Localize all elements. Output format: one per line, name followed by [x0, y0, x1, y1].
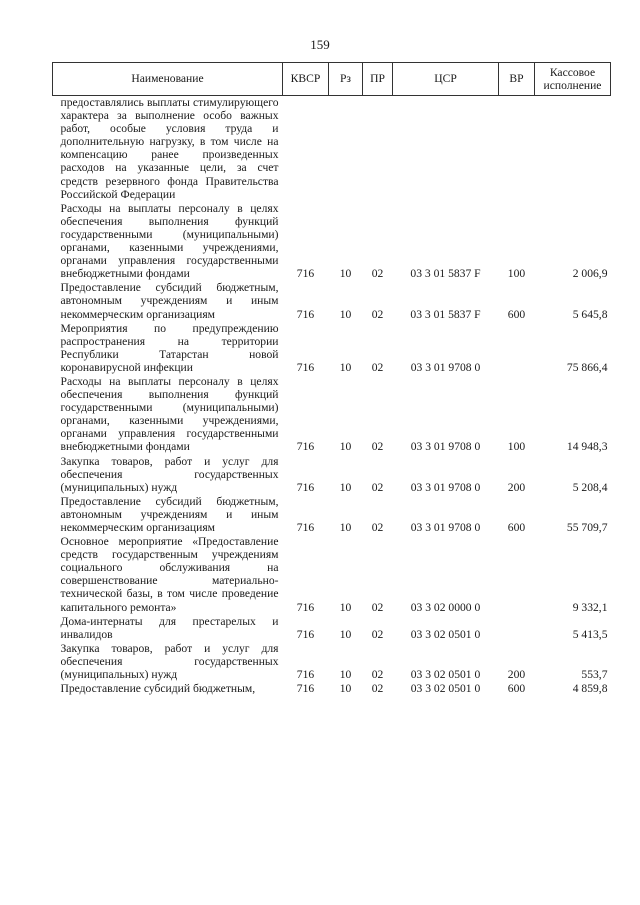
- cell-amount: 5 645,8: [572, 307, 608, 321]
- cell-rz: 10: [339, 267, 352, 281]
- cell-csr: 03 3 01 9708 0: [410, 360, 481, 374]
- cell-amount: 55 709,7: [566, 521, 608, 534]
- cell-vr: 600: [507, 682, 526, 696]
- cell-vr: 200: [507, 480, 526, 494]
- cell-vr: [499, 615, 535, 642]
- header-pr: ПР: [363, 63, 393, 96]
- table-row: [53, 535, 611, 615]
- cell-kvsr: 716: [296, 600, 315, 614]
- cell-rz: 10: [339, 627, 352, 641]
- cell-amount: 4 859,8: [572, 682, 608, 696]
- cell-rz: 10: [339, 521, 352, 534]
- header-name: Наименование: [53, 63, 283, 96]
- cell-name: Закупка товаров, работ и услуг для обеспечения государственных (муниципальных) нужд: [60, 454, 279, 494]
- cell-pr: 02: [371, 682, 384, 696]
- cell-pr: 02: [371, 668, 384, 682]
- cell-name: Основное мероприятие «Предоставление средств государственным учреждениям социального обслуживания на совершенствование материально-технической базы, в том числе проведение капитального ремонта»: [60, 535, 279, 614]
- table-header: [53, 63, 611, 96]
- cell-rz: [329, 96, 363, 202]
- cell-pr: 02: [371, 440, 384, 454]
- cell-rz: 10: [339, 440, 352, 454]
- cell-csr: 03 3 01 9708 0: [410, 440, 481, 454]
- cell-kvsr: 716: [296, 267, 315, 281]
- cell-amount: 553,7: [581, 668, 608, 682]
- cell-pr: 02: [371, 521, 384, 534]
- cell-vr: 100: [507, 440, 526, 454]
- cell-vr: [499, 322, 535, 375]
- cell-csr: 03 3 02 0501 0: [410, 627, 481, 641]
- cell-kvsr: 716: [296, 480, 315, 494]
- cell-amount: 9 332,1: [572, 600, 608, 614]
- table-body: [53, 96, 611, 697]
- table-row: [53, 682, 611, 696]
- cell-csr: 03 3 02 0000 0: [410, 600, 481, 614]
- cell-csr: 03 3 01 9708 0: [410, 480, 481, 494]
- cell-amount: 5 413,5: [572, 627, 608, 641]
- cell-name: Предоставление субсидий бюджетным, автономным учреждениям и иным некоммерческим организациям: [60, 494, 279, 534]
- cell-amount: 2 006,9: [572, 267, 608, 281]
- cell-csr: 03 3 02 0501 0: [410, 682, 481, 696]
- cell-vr: 100: [507, 267, 526, 281]
- cell-csr: 03 3 01 5837 F: [410, 307, 481, 321]
- cell-rz: 10: [339, 307, 352, 321]
- cell-pr: 02: [371, 267, 384, 281]
- cell-amount: 75 866,4: [566, 360, 608, 374]
- cell-vr: 600: [507, 521, 526, 534]
- header-csr: ЦСР: [393, 63, 499, 96]
- cell-rz: 10: [339, 600, 352, 614]
- cell-kvsr: 716: [296, 682, 315, 696]
- header-amount: Кассовое исполнение: [535, 63, 611, 96]
- cell-vr: 600: [507, 307, 526, 321]
- cell-vr: 200: [507, 668, 526, 682]
- cell-name: Предоставление субсидий бюджетным, автономным учреждениям и иным некоммерческим организациям: [60, 281, 279, 321]
- cell-pr: 02: [371, 360, 384, 374]
- page-number: 159: [310, 37, 330, 52]
- cell-kvsr: 716: [296, 440, 315, 454]
- cell-kvsr: [283, 96, 329, 202]
- cell-csr: 03 3 02 0501 0: [410, 668, 481, 682]
- cell-rz: 10: [339, 480, 352, 494]
- table-row: [53, 375, 611, 455]
- table-row: [53, 96, 611, 202]
- cell-name: Закупка товаров, работ и услуг для обеспечения государственных (муниципальных) нужд: [60, 641, 279, 682]
- cell-amount: 5 208,4: [572, 480, 608, 494]
- cell-pr: 02: [371, 480, 384, 494]
- cell-name: Расходы на выплаты персоналу в целях обеспечения выполнения функций государственными (муниципальными) органами, казенными учреждениями, органами управления государственными внебюджетными фондами: [60, 201, 279, 281]
- cell-csr: 03 3 01 9708 0: [410, 521, 481, 534]
- table-row: [53, 495, 611, 535]
- table-row: [53, 642, 611, 682]
- header-kvsr: КВСР: [283, 63, 329, 96]
- cell-rz: 10: [339, 360, 352, 374]
- cell-amount: 14 948,3: [566, 440, 608, 454]
- cell-csr: 03 3 01 5837 F: [410, 267, 481, 281]
- table-row: [53, 455, 611, 495]
- cell-vr: [499, 535, 535, 615]
- table-row: [53, 281, 611, 321]
- cell-kvsr: 716: [296, 521, 315, 534]
- cell-name: Дома-интернаты для престарелых и инвалидов: [60, 614, 279, 641]
- cell-pr: 02: [371, 307, 384, 321]
- cell-pr: 02: [371, 627, 384, 641]
- cell-name: Мероприятия по предупреждению распространения на территории Республики Татарстан новой коронавирусной инфекции: [60, 321, 279, 374]
- budget-table: [52, 62, 611, 696]
- table-row: [53, 202, 611, 282]
- cell-kvsr: 716: [296, 627, 315, 641]
- cell-rz: 10: [339, 668, 352, 682]
- cell-pr: [363, 96, 393, 202]
- cell-name: предоставлялись выплаты стимулирующего характера за выполнение особо важных работ, особые условия труда и дополнительную нагрузку, в том числе на компенсацию ранее произведенных расходов на указанные цели, за счет средств резервного фонда Правительства Российской Федерации: [60, 96, 279, 201]
- cell-rz: 10: [339, 682, 352, 696]
- table-row: [53, 322, 611, 375]
- header-vr: ВР: [499, 63, 535, 96]
- header-rz: Рз: [329, 63, 363, 96]
- cell-kvsr: 716: [296, 668, 315, 682]
- cell-name: Предоставление субсидий бюджетным,: [60, 682, 256, 696]
- cell-csr: [393, 96, 499, 202]
- cell-kvsr: 716: [296, 360, 315, 374]
- cell-vr: [499, 96, 535, 202]
- cell-name: Расходы на выплаты персоналу в целях обеспечения выполнения функций государственными (муниципальными) органами, казенными учреждениями, органами управления государственными внебюджетными фондами: [60, 374, 279, 454]
- cell-kvsr: 716: [296, 307, 315, 321]
- cell-pr: 02: [371, 600, 384, 614]
- cell-amount: [535, 96, 611, 202]
- table-row: [53, 615, 611, 642]
